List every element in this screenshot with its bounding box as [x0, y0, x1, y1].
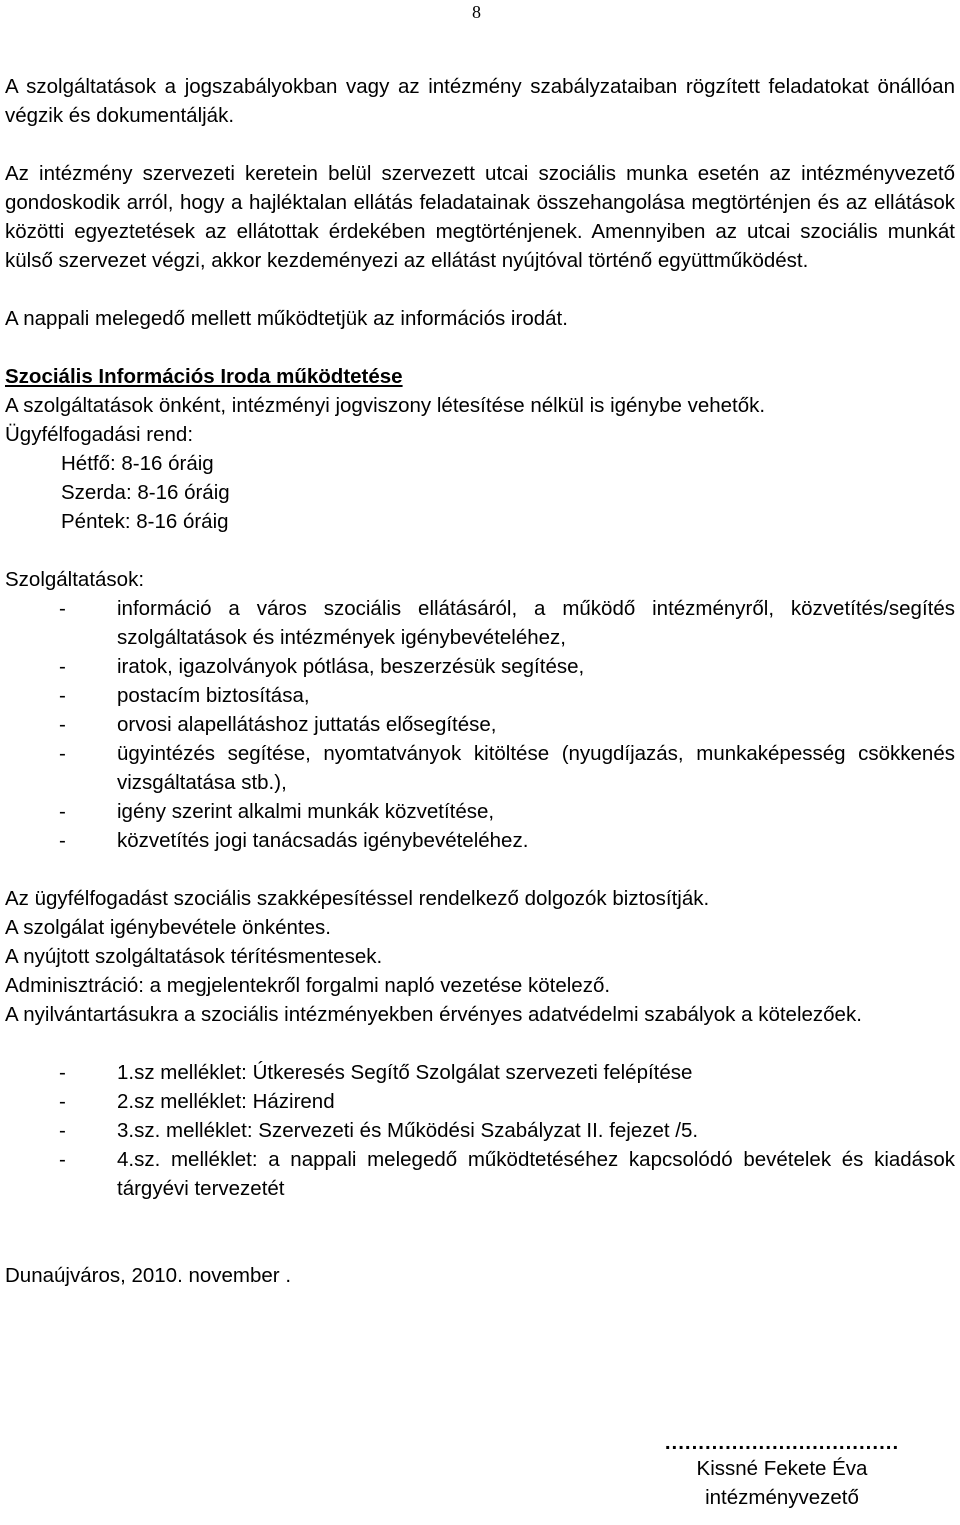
list-item: - 4.sz. melléklet: a nappali melegedő működtetéséhez kapcsolódó bevételek és kiadások tárgyévi tervezetét [59, 1148, 955, 1200]
hours-wednesday: Szerda: 8-16 óráig [61, 481, 230, 504]
signer-title: intézményvezető [705, 1486, 859, 1509]
place-date: Dunaújváros, 2010. november . [5, 1264, 292, 1287]
page-number: 8 [472, 2, 481, 22]
hours-friday: Péntek: 8-16 óráig [61, 510, 229, 533]
paragraph-street-social-work: Az intézmény szervezeti keretein belül szervezett utcai szociális munka esetén az intézményvezető gondoskodik arról, hogy a hajléktalan ellátás feladatainak összehangolása megtörténjen és az ellátások közötti egyeztetések az ellátottak érdekében megtörténjenek. Amennyiben az utcai szociális munkát külső szervezet végzi, akkor kezdeményezi az ellátást nyújtóval történő együttműködést. [5, 162, 955, 272]
signer-name: Kissné Fekete Éva [696, 1457, 868, 1480]
services-label: Szolgáltatások: [5, 568, 145, 591]
list-item: - orvosi alapellátáshoz juttatás elősegítése, [59, 713, 497, 736]
hours-label: Ügyfélfogadási rend: [5, 423, 194, 446]
list-item: - 1.sz melléklet: Útkeresés Segítő Szolgálat szervezeti felépítése [59, 1061, 693, 1084]
list-item: - iratok, igazolványok pótlása, beszerzésük segítése, [59, 655, 585, 678]
hours-monday: Hétfő: 8-16 óráig [61, 452, 214, 475]
document-body [5, 72, 955, 1290]
list-item: - információ a város szociális ellátásáról, a működő intézményről, közvetítés/segítés szolgáltatások és intézmények igénybevételéhez, [59, 597, 955, 649]
list-item: - ügyintézés segítése, nyomtatványok kitöltése (nyugdíjazás, munkaképesség csökkenés vizsgáltatása stb.), [59, 742, 955, 794]
note-data-protection: A nyilvántartásukra a szociális intézményekben érvényes adatvédelmi szabályok a kötelezőek. [5, 1003, 862, 1026]
list-item: - postacím biztosítása, [59, 684, 310, 707]
list-item: - 3.sz. melléklet: Szervezeti és Működési Szabályzat II. fejezet /5. [59, 1119, 699, 1142]
services-list [5, 594, 955, 855]
list-item: - igény szerint alkalmi munkák közvetítése, [59, 800, 495, 823]
office-intro: A szolgáltatások önként, intézményi jogviszony létesítése nélkül is igénybe vehetők. [5, 394, 766, 417]
note-staff: Az ügyfélfogadást szociális szakképesítéssel rendelkező dolgozók biztosítják. [5, 887, 710, 910]
paragraph-services-documentation: A szolgáltatások a jogszabályokban vagy az intézmény szabályzataiban rögzített feladatokat önállóan végzik és dokumentálják. [5, 75, 955, 127]
note-administration: Adminisztráció: a megjelentekről forgalmi napló vezetése kötelező. [5, 974, 611, 997]
signature-block [612, 1432, 952, 1512]
list-item: - közvetítés jogi tanácsadás igénybevételéhez. [59, 829, 529, 852]
list-item: - 2.sz melléklet: Házirend [59, 1090, 335, 1113]
paragraph-info-office: A nappali melegedő mellett működtetjük az információs irodát. [5, 307, 568, 330]
note-voluntary: A szolgálat igénybevétele önkéntes. [5, 916, 331, 939]
signature-line: ................................... [664, 1431, 900, 1454]
attachments-list [5, 1058, 955, 1203]
note-free: A nyújtott szolgáltatások térítésmentesek. [5, 945, 383, 968]
section-heading: Szociális Információs Iroda működtetése [5, 365, 403, 388]
